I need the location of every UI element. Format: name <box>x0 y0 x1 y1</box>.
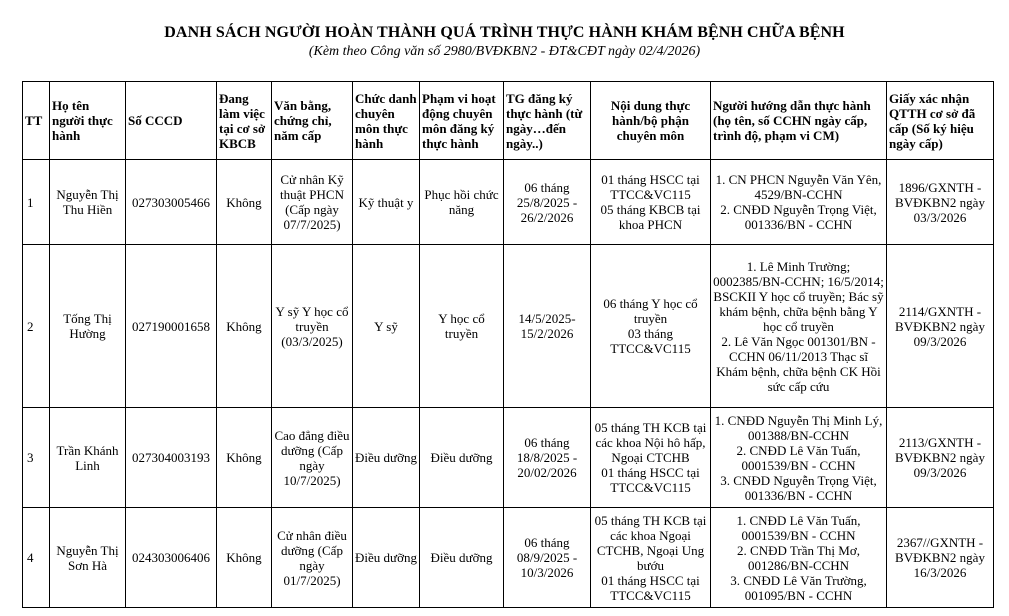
cell-cccd: 027190001658 <box>126 245 217 408</box>
cell-period: 06 tháng 18/8/2025 - 20/02/2026 <box>504 408 591 508</box>
cell-working: Không <box>217 408 272 508</box>
cell-supervisor: 1. CNĐD Nguyễn Thị Minh Lý, 001388/BN-CCHN 2. CNĐD Lê Văn Tuấn, 0001539/BN - CCHN 3. CNĐD Nguyễn Trọng Việt, 001336/BN - CCHN <box>711 408 887 508</box>
cell-tt: 3 <box>23 408 50 508</box>
col-header-tt: TT <box>23 82 50 160</box>
table-row <box>23 408 994 508</box>
cell-certificate: 1896/GXNTH -BVĐKBN2 ngày 03/3/2026 <box>887 160 994 245</box>
cell-tt: 1 <box>23 160 50 245</box>
cell-certificate: 2367//GXNTH -BVĐKBN2 ngày 16/3/2026 <box>887 508 994 608</box>
cell-name: Trần Khánh Linh <box>50 408 126 508</box>
cell-period: 06 tháng 08/9/2025 - 10/3/2026 <box>504 508 591 608</box>
cell-name: Nguyễn Thị Thu Hiền <box>50 160 126 245</box>
cell-name: Tống Thị Hường <box>50 245 126 408</box>
cell-title: Điều dưỡng <box>353 508 420 608</box>
cell-working: Không <box>217 160 272 245</box>
cell-supervisor: 1. CN PHCN Nguyễn Văn Yên, 4529/BN-CCHN 2. CNĐD Nguyễn Trọng Việt, 001336/BN - CCHN <box>711 160 887 245</box>
table-row <box>23 160 994 245</box>
cell-content: 05 tháng TH KCB tại các khoa Nội hô hấp, Ngoại CTCHB 01 tháng HSCC tại TTCC&VC115 <box>591 408 711 508</box>
cell-title: Kỹ thuật y <box>353 160 420 245</box>
cell-content: 05 tháng TH KCB tại các khoa Ngoại CTCHB, Ngoại Ung bướu 01 tháng HSCC tại TTCC&VC115 <box>591 508 711 608</box>
col-header-title: Chức danh chuyên môn thực hành <box>353 82 420 160</box>
cell-title: Y sỹ <box>353 245 420 408</box>
practitioner-table <box>22 81 994 608</box>
col-header-certificate: Giấy xác nhận QTTH cơ sở đã cấp (Số ký hiệu ngày cấp) <box>887 82 994 160</box>
cell-scope: Phục hồi chức năng <box>420 160 504 245</box>
cell-name: Nguyễn Thị Sơn Hà <box>50 508 126 608</box>
cell-tt: 4 <box>23 508 50 608</box>
table-row <box>23 508 994 608</box>
cell-scope: Điều dưỡng <box>420 508 504 608</box>
document-subtitle: (Kèm theo Công văn số 2980/BVĐKBN2 - ĐT&CĐT ngày 02/4/2026) <box>308 44 701 59</box>
cell-working: Không <box>217 508 272 608</box>
col-header-name: Họ tên người thực hành <box>50 82 126 160</box>
cell-scope: Điều dưỡng <box>420 408 504 508</box>
cell-cccd: 027304003193 <box>126 408 217 508</box>
col-header-degree: Văn bằng, chứng chỉ, năm cấp <box>272 82 353 160</box>
cell-working: Không <box>217 245 272 408</box>
cell-scope: Y học cổ truyền <box>420 245 504 408</box>
header-row <box>23 82 994 160</box>
col-header-working: Đang làm việc tại cơ sở KBCB <box>217 82 272 160</box>
cell-period: 06 tháng 25/8/2025 - 26/2/2026 <box>504 160 591 245</box>
cell-certificate: 2113/GXNTH -BVĐKBN2 ngày 09/3/2026 <box>887 408 994 508</box>
cell-degree: Cử nhân điều dưỡng (Cấp ngày 01/7/2025) <box>272 508 353 608</box>
cell-tt: 2 <box>23 245 50 408</box>
cell-certificate: 2114/GXNTH -BVĐKBN2 ngày 09/3/2026 <box>887 245 994 408</box>
document-title: DANH SÁCH NGƯỜI HOÀN THÀNH QUÁ TRÌNH THỰC HÀNH KHÁM BỆNH CHỮA BỆNH <box>164 24 845 41</box>
cell-supervisor: 1. CNĐD Lê Văn Tuấn, 0001539/BN - CCHN 2. CNĐD Trần Thị Mơ, 001286/BN-CCHN 3. CNĐD Lê Văn Trường, 001095/BN - CCHN <box>711 508 887 608</box>
cell-cccd: 024303006406 <box>126 508 217 608</box>
table-row <box>23 245 994 408</box>
cell-cccd: 027303005466 <box>126 160 217 245</box>
col-header-scope: Phạm vi hoạt động chuyên môn đăng ký thực hành <box>420 82 504 160</box>
cell-title: Điều dưỡng <box>353 408 420 508</box>
cell-degree: Cao đẳng điều dưỡng (Cấp ngày 10/7/2025) <box>272 408 353 508</box>
cell-content: 01 tháng HSCC tại TTCC&VC115 05 tháng KBCB tại khoa PHCN <box>591 160 711 245</box>
col-header-cccd: Số CCCD <box>126 82 217 160</box>
cell-period: 14/5/2025- 15/2/2026 <box>504 245 591 408</box>
cell-supervisor: 1. Lê Minh Trường; 0002385/BN-CCHN; 16/5/2014; BSCKII Y học cổ truyền; Bác sỹ khám bệnh, chữa bệnh bằng Y học cổ truyền 2. Lê Văn Ngọc 001301/BN - CCHN 06/11/2013 Thạc sĩ Khám bệnh, chữa bệnh CK Hồi sức cấp cứu <box>711 245 887 408</box>
cell-degree: Y sỹ Y học cổ truyền (03/3/2025) <box>272 245 353 408</box>
cell-content: 06 tháng Y học cổ truyền 03 tháng TTCC&VC115 <box>591 245 711 408</box>
cell-degree: Cử nhân Kỹ thuật PHCN (Cấp ngày 07/7/2025) <box>272 160 353 245</box>
col-header-content: Nội dung thực hành/bộ phận chuyên môn <box>591 82 711 160</box>
col-header-period: TG đăng ký thực hành (từ ngày…đến ngày..) <box>504 82 591 160</box>
col-header-supervisor: Người hướng dẫn thực hành (họ tên, số CCHN ngày cấp, trình độ, phạm vi CM) <box>711 82 887 160</box>
